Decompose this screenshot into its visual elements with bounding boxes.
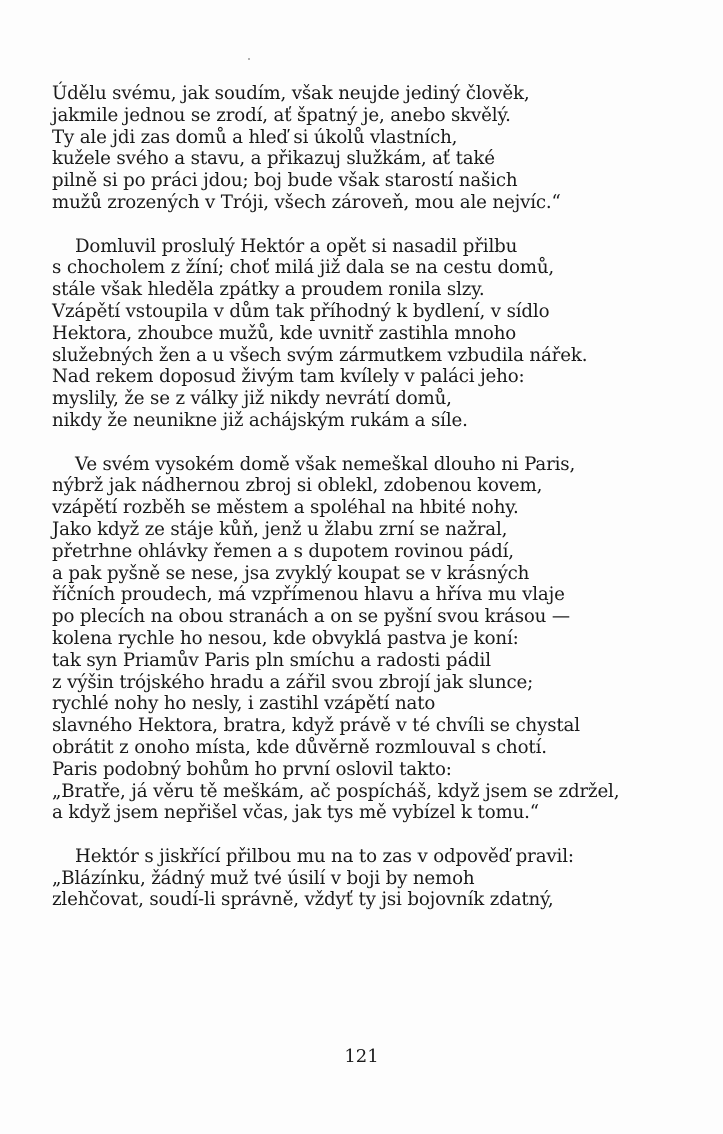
text-line: po plecích na obou stranách a on se pyšní svou krásou —	[52, 606, 570, 628]
text-line: myslily, že se z války již nikdy nevrátí domů,	[52, 388, 452, 410]
text-line: Jako když ze stáje kůň, jenž u žlabu zrní se nažral,	[52, 518, 508, 540]
text-line: Vzápětí vstoupila v dům tak příhodný k bydlení, v sídlo	[52, 300, 550, 322]
text-line: nýbrž jak nádhernou zbroj si oblekl, zdobenou kovem,	[52, 475, 543, 497]
text-line: nikdy že neunikne již achájským rukám a síle.	[52, 409, 468, 431]
text-line: pilně si po práci jdou; boj bude však starostí našich	[52, 170, 518, 192]
text-line: říčních proudech, má vzpřímenou hlavu a hříva mu vlaje	[52, 584, 565, 606]
text-line: Nad rekem doposud živým tam kvílely v paláci jeho:	[52, 366, 525, 388]
text-line: kužele svého a stavu, a přikazuj služkám, ať také	[52, 148, 495, 170]
page-number: 121	[344, 1046, 379, 1067]
text-line: tak syn Priamův Paris pln smíchu a radosti pádil	[52, 649, 491, 671]
paragraph-4	[52, 846, 712, 911]
text-line: Hektora, zhoubce mužů, kde uvnitř zastihla mnoho	[52, 322, 517, 344]
text-line: Ve svém vysokém domě však nemeškal dlouho ni Paris,	[75, 453, 576, 475]
text-line: obrátit z onoho místa, kde důvěrně rozmlouval s chotí.	[52, 736, 547, 758]
text-line: Údělu svému, jak soudím, však neujde jediný člověk,	[52, 83, 530, 104]
paragraph-2	[52, 236, 712, 432]
text-line: Domluvil proslulý Hektór a opět si nasadil přilbu	[75, 235, 518, 257]
text-line: zlehčovat, soudí-li správně, vždyť ty jsi bojovník zdatný,	[52, 889, 554, 911]
text-line: mužů zrozených v Tróji, všech zároveň, mou ale nejvíc.“	[52, 191, 561, 213]
paragraph-1	[52, 83, 712, 214]
print-speck	[248, 58, 250, 60]
text-line: rychlé nohy ho nesly, i zastihl vzápětí nato	[52, 693, 436, 715]
text-line: vzápětí rozběh se městem a spoléhal na hbité nohy.	[52, 497, 519, 519]
text-line: Hektór s jiskřící přilbou mu na to zas v odpověď pravil:	[75, 845, 574, 867]
text-line: přetrhne ohlávky řemen a s dupotem rovinou pádí,	[52, 540, 514, 562]
text-line: z výšin trójského hradu a zářil svou zbrojí jak slunce;	[52, 671, 534, 693]
text-line: „Bratře, já věru tě meškám, ač pospícháš, když jsem se zdržel,	[52, 780, 620, 802]
text-line: Ty ale jdi zas domů a hleď si úkolů vlastních,	[52, 126, 458, 148]
text-line: kolena rychle ho nesou, kde obvyklá pastva je koní:	[52, 627, 519, 649]
poem-text	[52, 83, 712, 933]
text-line: stále však hleděla zpátky a proudem ronila slzy.	[52, 279, 485, 301]
text-line: a když jsem nepřišel včas, jak tys mě vybízel k tomu.“	[52, 802, 539, 824]
text-line: s chocholem z žíní; choť milá již dala se na cestu domů,	[52, 257, 555, 279]
text-line: Paris podobný bohům ho první oslovil takto:	[52, 758, 452, 780]
text-line: „Blázínku, žádný muž tvé úsilí v boji by nemoh	[52, 867, 475, 889]
paragraph-3	[52, 454, 712, 825]
text-line: jakmile jednou se zrodí, ať špatný je, anebo skvělý.	[52, 104, 511, 126]
text-line: služebných žen a u všech svým zármutkem vzbudila nářek.	[52, 344, 588, 366]
text-line: a pak pyšně se nese, jsa zvyklý koupat se v krásných	[52, 562, 530, 584]
text-line: slavného Hektora, bratra, když právě v té chvíli se chystal	[52, 715, 580, 737]
